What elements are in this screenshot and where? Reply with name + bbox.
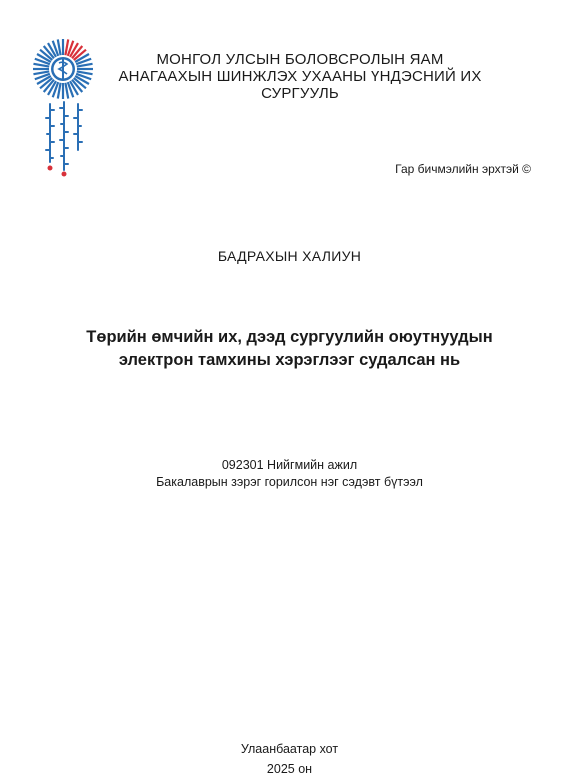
program-info [0, 457, 579, 491]
program-code: 092301 Нийгмийн ажил [221, 458, 358, 472]
copyright-notice: Гар бичмэлийн эрхтэй © [395, 162, 531, 176]
mongolian-script-emblem [42, 100, 86, 178]
place-and-year [0, 739, 579, 779]
degree-description: Бакалаврын зэрэг горилсон нэг сэдэвт бүтээл [156, 475, 423, 489]
thesis-title-line-2: электрон тамхины хэрэглээг судалсан нь [118, 351, 461, 369]
institution-header [90, 51, 510, 102]
year: 2025 он [266, 762, 313, 776]
thesis-title-line-1: Төрийн өмчийн их, дээд сургуулийн оюутнуудын [86, 328, 493, 346]
thesis-title [60, 326, 519, 372]
university-name: АНАГААХЫН ШИНЖЛЭХ УХААНЫ ҮНДЭСНИЙ ИХ СУРГУУЛЬ [118, 68, 482, 102]
university-logo [32, 38, 94, 100]
author-name: БАДРАХЫН ХАЛИУН [217, 248, 362, 264]
city-name: Улаанбаатар хот [240, 742, 339, 756]
ministry-name: МОНГОЛ УЛСЫН БОЛОВСРОЛЫН ЯАМ [156, 51, 444, 68]
